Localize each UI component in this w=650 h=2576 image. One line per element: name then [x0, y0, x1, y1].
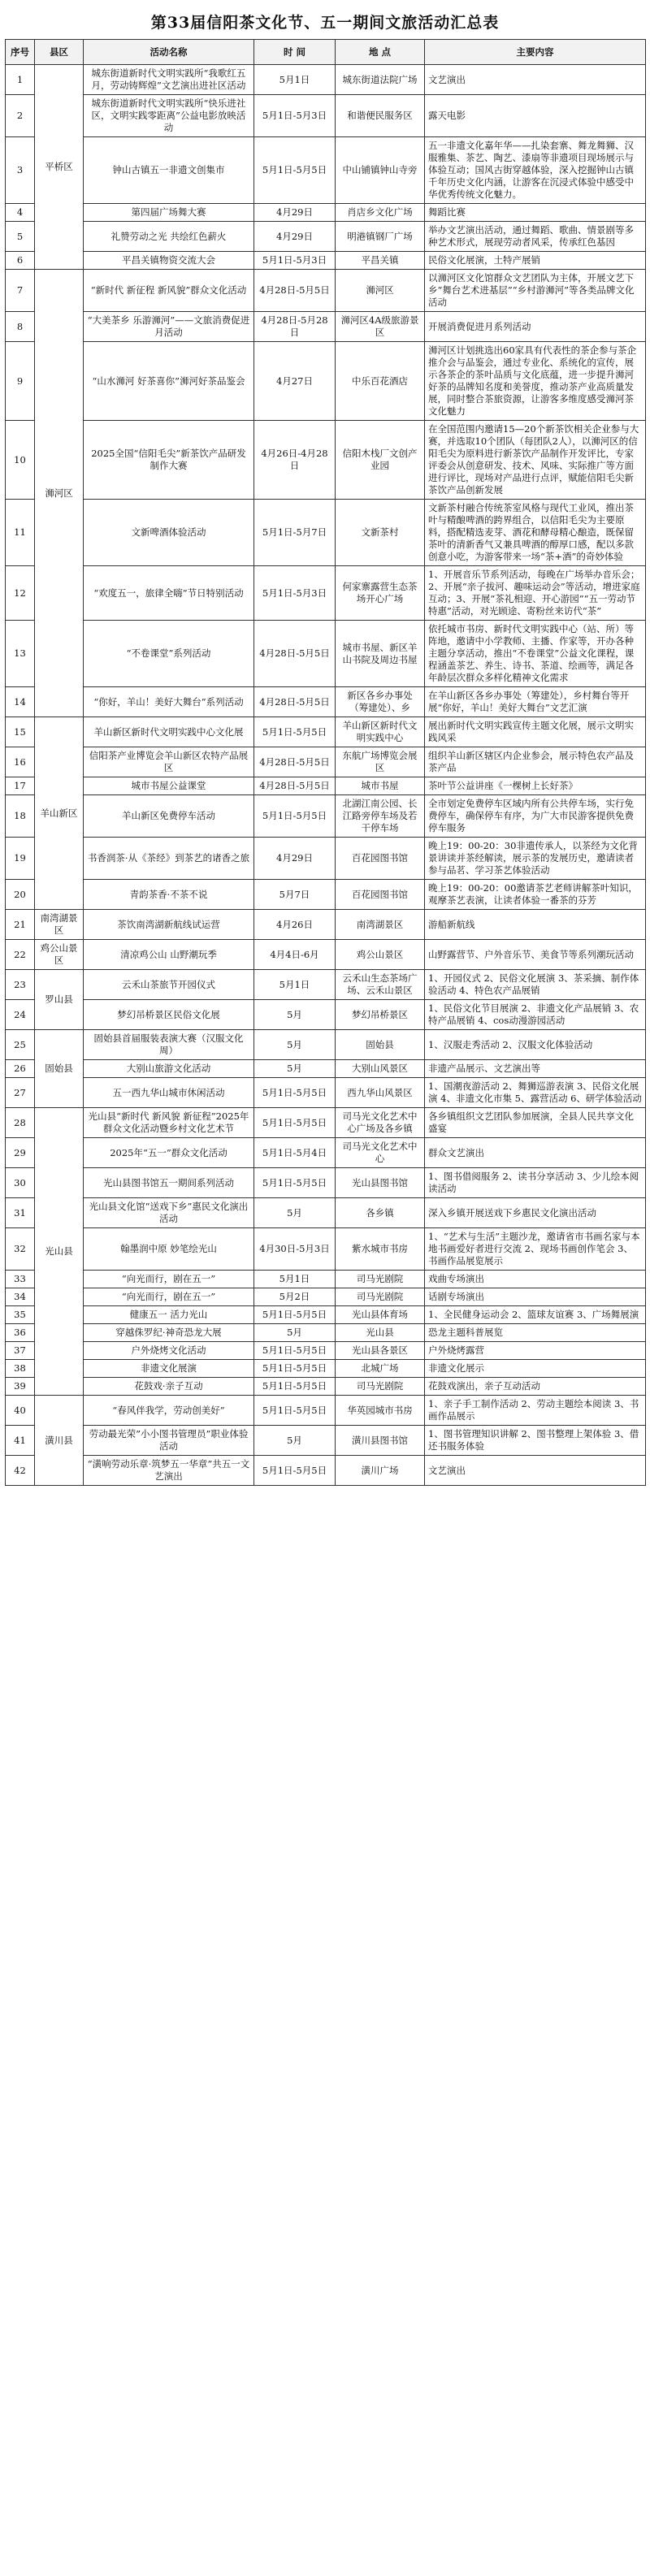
activity-content: 茶叶节公益讲座《一棵树上长好茶》 [425, 777, 646, 795]
activity-name: 穿越侏罗纪·神奇恐龙大展 [84, 1324, 254, 1342]
activity-time: 5月1日-5月4日 [254, 1138, 336, 1168]
activity-time: 4月28日-5月5日 [254, 777, 336, 795]
table-row [6, 1360, 646, 1378]
county-cell: 罗山县 [35, 970, 84, 1030]
activity-place: 何家寨露营生态茶场开心广场 [336, 566, 425, 621]
activity-time: 4月29日 [254, 838, 336, 880]
row-number: 19 [6, 838, 35, 880]
activity-place: 司马光剧院 [336, 1288, 425, 1306]
table-header-row [6, 40, 646, 65]
activity-place: 鸡公山景区 [336, 940, 425, 970]
table-row [6, 880, 646, 910]
activity-content: 恐龙主题科普展览 [425, 1324, 646, 1342]
activity-place: 潢川县图书馆 [336, 1426, 425, 1456]
activity-content: 1、开展音乐节系列活动，每晚在广场举办音乐会；2、开展“亲子拔河、趣味运动会”等活动，增进家庭互动；3、开展“茶礼相迎、开心游园”“五一劳动节特惠”活动，对光顾途、寄粉丝来访代“茶” [425, 566, 646, 621]
activity-content: 游船新航线 [425, 910, 646, 940]
activity-content: 深入乡镇开展送戏下乡惠民文化演出活动 [425, 1198, 646, 1228]
activity-content: 1、汉服走秀活动 2、汉服文化体验活动 [425, 1030, 646, 1060]
activity-name: 平昌关镇物资交流大会 [84, 252, 254, 270]
activity-time: 5月 [254, 1000, 336, 1030]
table-row [6, 1342, 646, 1360]
activity-time: 5月1日-5月5日 [254, 1456, 336, 1486]
table-row [6, 795, 646, 838]
activity-content: 在羊山新区各乡办事处（筹建处），乡村舞台等开展“你好，羊山！美好大舞台”文艺汇演 [425, 687, 646, 717]
row-number: 3 [6, 137, 35, 204]
activity-place: 司马光文化艺术中心广场及各乡镇 [336, 1108, 425, 1138]
activity-time: 4月28日-5月5日 [254, 747, 336, 777]
activity-name: 2025全国“信阳毛尖”新茶饮产品研发制作大赛 [84, 421, 254, 500]
activity-content: 1、图书管理知识讲解 2、图书整理上架体验 3、借还书服务体验 [425, 1426, 646, 1456]
activity-content: 山野露营节、户外音乐节、美食节等系列潮玩活动 [425, 940, 646, 970]
activity-content: 全市划定免费停车区域内所有公共停车场，实行免费停车，确保停车有序，为广大市民游客提供免费停车服务 [425, 795, 646, 838]
activity-content: 1、“艺术与生活”主题沙龙，邀请省市书画名家与本地书画爱好者进行交流 2、现场书画创作笔会 3、书画作品展览展示 [425, 1228, 646, 1271]
activity-name: 2025年“五一”群众文化活动 [84, 1138, 254, 1168]
row-number: 6 [6, 252, 35, 270]
row-number: 15 [6, 717, 35, 747]
activity-time: 4月26日 [254, 910, 336, 940]
table-row [6, 1108, 646, 1138]
activity-time: 4月28日-5月5日 [254, 270, 336, 312]
activity-place: 司马光剧院 [336, 1271, 425, 1288]
activity-time: 4月4日-6月 [254, 940, 336, 970]
county-cell: 潢川县 [35, 1396, 84, 1486]
activity-name: 茶饮南湾湖新航线试运营 [84, 910, 254, 940]
activity-time: 5月2日 [254, 1288, 336, 1306]
activity-name: 清凉鸡公山 山野潮玩季 [84, 940, 254, 970]
activity-content: 文艺演出 [425, 1456, 646, 1486]
county-cell: 浉河区 [35, 270, 84, 717]
activity-content: 组织羊山新区辖区内企业参会，展示特色农产品及茶产品 [425, 747, 646, 777]
activity-content: 展出新时代文明实践宣传主题文化展，展示文明实践风采 [425, 717, 646, 747]
table-row [6, 910, 646, 940]
county-cell: 羊山新区 [35, 717, 84, 910]
table-row [6, 137, 646, 204]
activity-name: 大别山旅游文化活动 [84, 1060, 254, 1078]
activity-name: 云禾山茶旅节开园仪式 [84, 970, 254, 1000]
table-row [6, 1396, 646, 1426]
activity-place: 东航广场博览会展区 [336, 747, 425, 777]
table-row [6, 970, 646, 1000]
activity-place: 梦幻吊桥景区 [336, 1000, 425, 1030]
activity-time: 5月1日-5月5日 [254, 1078, 336, 1108]
row-number: 24 [6, 1000, 35, 1030]
table-row [6, 1000, 646, 1030]
activity-content: 晚上19：00-20：30非遗传承人，以茶经为文化背景讲读并茶经解读，展示茶的发展历史，邀请读者参与品茗、学习茶艺体验活动 [425, 838, 646, 880]
activity-name: 城东街道新时代文明实践所“我歌红五月，劳动铸辉煌”文艺演出进社区活动 [84, 65, 254, 95]
activity-name: “欢度五一，旅律全嗨”节日特别活动 [84, 566, 254, 621]
activity-name: “向光而行，剧在五一” [84, 1288, 254, 1306]
activity-name: 礼赞劳动之光 共绘红色薪火 [84, 222, 254, 252]
county-cell: 光山县 [35, 1108, 84, 1396]
row-number: 20 [6, 880, 35, 910]
activity-name: “新时代 新征程 新风貌”群众文化活动 [84, 270, 254, 312]
activity-content: 开展消费促进月系列活动 [425, 312, 646, 342]
table-body [6, 65, 646, 1486]
row-number: 4 [6, 204, 35, 222]
activity-content: 1、图书借阅服务 2、读书分享活动 3、少儿绘本阅读活动 [425, 1168, 646, 1198]
table-row [6, 65, 646, 95]
table-row [6, 1271, 646, 1288]
activity-place: 光山县 [336, 1324, 425, 1342]
activity-name: 青韵茶香·不茶不说 [84, 880, 254, 910]
activity-place: 浉河区4A级旅游景区 [336, 312, 425, 342]
activity-time: 5月 [254, 1060, 336, 1078]
activity-name: “向光而行，剧在五一” [84, 1271, 254, 1288]
table-row [6, 1030, 646, 1060]
row-number: 23 [6, 970, 35, 1000]
activity-content: 1、国潮夜游活动 2、舞狮巡游表演 3、民俗文化展演 4、非遗文化市集 5、露营活动 6、研学体验活动 [425, 1078, 646, 1108]
table-row [6, 777, 646, 795]
table-row [6, 747, 646, 777]
activity-content: 非遗文化展示 [425, 1360, 646, 1378]
activity-name: “潢响劳动乐章·筑梦五一华章”共五一文艺演出 [84, 1456, 254, 1486]
table-row [6, 838, 646, 880]
table-row [6, 1228, 646, 1271]
row-number: 31 [6, 1198, 35, 1228]
activity-content: 1、亲子手工制作活动 2、劳动主题绘本阅读 3、书画作品展示 [425, 1396, 646, 1426]
activity-name: 信阳茶产业博览会羊山新区农特产品展区 [84, 747, 254, 777]
row-number: 27 [6, 1078, 35, 1108]
row-number: 33 [6, 1271, 35, 1288]
activity-time: 5月 [254, 1426, 336, 1456]
table-row [6, 1456, 646, 1486]
activity-content: 文新茶村融合传统茶室风格与现代工业风，推出茶叶与精酿啤酒的跨界组合，以信阳毛尖为主要原料，搭配精选麦芽、酒花和酵母精心酿造，既保留茶叶的清新香气又兼具啤酒的醇厚口感，配以多款创意小吃，为游客带来一场“茶+酒”的奇妙体验 [425, 500, 646, 566]
activity-name: 书香润茶·从《茶经》到茶艺的诸香之旅 [84, 838, 254, 880]
activity-time: 5月1日 [254, 1271, 336, 1288]
activity-name: “你好，羊山！美好大舞台”系列活动 [84, 687, 254, 717]
row-number: 14 [6, 687, 35, 717]
header-no: 序号 [6, 40, 35, 65]
row-number: 40 [6, 1396, 35, 1426]
activity-time: 4月28日-5月28日 [254, 312, 336, 342]
activity-place: 和谐便民服务区 [336, 95, 425, 137]
activity-name: 五一西九华山城市休闲活动 [84, 1078, 254, 1108]
table-row [6, 566, 646, 621]
table-row [6, 421, 646, 500]
activity-place: 固始县 [336, 1030, 425, 1060]
activity-time: 5月1日-5月5日 [254, 1168, 336, 1198]
row-number: 16 [6, 747, 35, 777]
table-row [6, 222, 646, 252]
table-row [6, 1138, 646, 1168]
row-number: 26 [6, 1060, 35, 1078]
activity-place: 云禾山生态茶场广场、云禾山景区 [336, 970, 425, 1000]
header-time: 时 间 [254, 40, 336, 65]
activity-content: 话剧专场演出 [425, 1288, 646, 1306]
activity-time: 4月26日-4月28日 [254, 421, 336, 500]
activity-name: 羊山新区新时代文明实践中心文化展 [84, 717, 254, 747]
county-cell: 南湾湖景区 [35, 910, 84, 940]
table-row [6, 252, 646, 270]
table-row [6, 621, 646, 687]
activity-place: 明港镇钢厂广场 [336, 222, 425, 252]
activity-place: 光山县各景区 [336, 1342, 425, 1360]
activity-name: 健康五一 活力光山 [84, 1306, 254, 1324]
row-number: 42 [6, 1456, 35, 1486]
activity-time: 4月29日 [254, 222, 336, 252]
activity-time: 5月1日-5月5日 [254, 1396, 336, 1426]
activity-content: 露天电影 [425, 95, 646, 137]
activity-place: 北湖江南公园、长江路旁停车场及若干停车场 [336, 795, 425, 838]
activity-time: 5月1日-5月5日 [254, 1306, 336, 1324]
activity-time: 5月1日-5月5日 [254, 795, 336, 838]
activity-name: 固始县首届服装表演大赛（汉服文化周） [84, 1030, 254, 1060]
activity-name: 城东街道新时代文明实践所“快乐进社区，文明实践零距离”公益电影放映活动 [84, 95, 254, 137]
row-number: 13 [6, 621, 35, 687]
activity-time: 4月27日 [254, 342, 336, 421]
activity-content: 户外烧烤露营 [425, 1342, 646, 1360]
activity-name: 户外烧烤文化活动 [84, 1342, 254, 1360]
activity-name: 光山县图书馆五一期间系列活动 [84, 1168, 254, 1198]
row-number: 8 [6, 312, 35, 342]
activity-name: 羊山新区免费停车活动 [84, 795, 254, 838]
row-number: 22 [6, 940, 35, 970]
row-number: 39 [6, 1378, 35, 1396]
row-number: 38 [6, 1360, 35, 1378]
table-row [6, 342, 646, 421]
activity-time: 5月1日-5月5日 [254, 1360, 336, 1378]
table-row [6, 1060, 646, 1078]
activity-name: “春风伴我学，劳动创美好” [84, 1396, 254, 1426]
table-row [6, 1078, 646, 1108]
activity-place: 北城广场 [336, 1360, 425, 1378]
activity-name: 文新啤酒体验活动 [84, 500, 254, 566]
row-number: 36 [6, 1324, 35, 1342]
table-row [6, 1288, 646, 1306]
activity-content: 举办文艺演出活动，通过舞蹈、歌曲、情景剧等多种艺术形式，展现劳动者风采，传承红色基因 [425, 222, 646, 252]
county-cell: 鸡公山景区 [35, 940, 84, 970]
activity-name: 光山县“新时代 新风貌 新征程”2025年群众文化活动暨乡村文化艺术节 [84, 1108, 254, 1138]
activity-name: “山水浉河 好茶喜你”浉河好茶品鉴会 [84, 342, 254, 421]
row-number: 17 [6, 777, 35, 795]
activity-time: 5月1日 [254, 65, 336, 95]
activity-name: 城市书屋公益课堂 [84, 777, 254, 795]
row-number: 10 [6, 421, 35, 500]
activity-time: 5月 [254, 1198, 336, 1228]
activity-time: 5月1日-5月5日 [254, 137, 336, 204]
activity-name: “大美茶乡 乐游浉河”——文旅消费促进月活动 [84, 312, 254, 342]
row-number: 32 [6, 1228, 35, 1271]
activity-content: 1、民俗文化节目展演 2、非遗文化产品展销 3、农特产品展销 4、cos动漫游园活动 [425, 1000, 646, 1030]
activity-name: 第四届广场舞大赛 [84, 204, 254, 222]
activity-time: 4月28日-5月5日 [254, 621, 336, 687]
activity-name: 非遗文化展演 [84, 1360, 254, 1378]
activity-place: 新区各乡办事处（筹建处）、乡 [336, 687, 425, 717]
activity-place: 潢川广场 [336, 1456, 425, 1486]
activity-place: 中乐百花酒店 [336, 342, 425, 421]
table-row [6, 1426, 646, 1456]
activity-name: 钟山古镇五一非遗文创集市 [84, 137, 254, 204]
table-row [6, 95, 646, 137]
activity-content: 民俗文化展演，土特产展销 [425, 252, 646, 270]
table-row [6, 940, 646, 970]
row-number: 2 [6, 95, 35, 137]
activity-place: 百花园图书馆 [336, 838, 425, 880]
activity-place: 南湾湖景区 [336, 910, 425, 940]
county-cell: 固始县 [35, 1030, 84, 1108]
header-county: 县区 [35, 40, 84, 65]
activity-content: 舞蹈比赛 [425, 204, 646, 222]
activity-place: 紫水城市书房 [336, 1228, 425, 1271]
activity-time: 5月1日-5月5日 [254, 717, 336, 747]
activity-time: 5月7日 [254, 880, 336, 910]
activity-time: 5月1日 [254, 970, 336, 1000]
activity-time: 5月 [254, 1324, 336, 1342]
activity-time: 5月1日-5月5日 [254, 1108, 336, 1138]
row-number: 41 [6, 1426, 35, 1456]
table-row [6, 500, 646, 566]
row-number: 12 [6, 566, 35, 621]
header-content: 主要内容 [425, 40, 646, 65]
activity-content: 群众文艺演出 [425, 1138, 646, 1168]
activity-content: 各乡镇组织文艺团队参加展演，全县人民共享文化盛宴 [425, 1108, 646, 1138]
activity-place: 各乡镇 [336, 1198, 425, 1228]
header-activity: 活动名称 [84, 40, 254, 65]
activity-time: 4月30日-5月3日 [254, 1228, 336, 1271]
activity-table [5, 39, 646, 1486]
row-number: 37 [6, 1342, 35, 1360]
activity-content: 非遗产品展示、文艺演出等 [425, 1060, 646, 1078]
table-row [6, 717, 646, 747]
activity-content: 五一非遗文化嘉年华——扎染套寨、舞龙舞狮、汉服雅集、茶艺、陶艺、漆扇等非遗项目现场展示与体验互动；国风古街穿越体验，深入挖掘钟山古镇千年历史文化内涵，让游客在沉浸式体验中感受中华优秀传统文化魅力。 [425, 137, 646, 204]
activity-place: 信阳木栈厂文创产业园 [336, 421, 425, 500]
activity-content: 戏曲专场演出 [425, 1271, 646, 1288]
activity-time: 5月1日-5月5日 [254, 1342, 336, 1360]
activity-place: 城市书屋 [336, 777, 425, 795]
table-row [6, 204, 646, 222]
activity-place: 城市书屋、新区羊山书院及周边书屋 [336, 621, 425, 687]
table-row [6, 1378, 646, 1396]
activity-place: 中山铺镇钟山寺旁 [336, 137, 425, 204]
table-row [6, 1324, 646, 1342]
activity-content: 1、全民健身运动会 2、篮球友谊赛 3、广场舞展演 [425, 1306, 646, 1324]
activity-time: 5月 [254, 1030, 336, 1060]
activity-place: 光山县体育场 [336, 1306, 425, 1324]
activity-time: 5月1日-5月3日 [254, 566, 336, 621]
table-row [6, 1306, 646, 1324]
table-row [6, 270, 646, 312]
activity-place: 光山县图书馆 [336, 1168, 425, 1198]
activity-place: 平昌关镇 [336, 252, 425, 270]
table-row [6, 687, 646, 717]
activity-place: 文新茶村 [336, 500, 425, 566]
row-number: 28 [6, 1108, 35, 1138]
activity-place: 大别山风景区 [336, 1060, 425, 1078]
activity-place: 城东街道法院广场 [336, 65, 425, 95]
activity-place: 肖店乡文化广场 [336, 204, 425, 222]
activity-place: 百花园图书馆 [336, 880, 425, 910]
activity-place: 西九华山风景区 [336, 1078, 425, 1108]
activity-time: 5月1日-5月3日 [254, 95, 336, 137]
activity-content: 以浉河区文化馆群众文艺团队为主体，开展文艺下乡“舞台艺术进基层”“乡村游浉河”等各类品牌文化活动 [425, 270, 646, 312]
row-number: 18 [6, 795, 35, 838]
activity-time: 4月29日 [254, 204, 336, 222]
activity-name: 光山县文化馆“送戏下乡”惠民文化演出活动 [84, 1198, 254, 1228]
activity-content: 花鼓戏演出，亲子互动活动 [425, 1378, 646, 1396]
activity-content: 浉河区计划挑选出60家具有代表性的茶企参与茶企推介会与品鉴会，通过专业化、系统化的宣传，展示各茶企的茶叶品质与文化底蕴，进一步提升浉河好茶的品牌知名度和美誉度，推动茶产业高质量发展，同时整合茶旅资源，让游客多维度感受浉河茶文化魅力 [425, 342, 646, 421]
activity-name: 花鼓戏·亲子互动 [84, 1378, 254, 1396]
activity-place: 羊山新区新时代文明实践中心 [336, 717, 425, 747]
activity-name: 翰墨润中原 妙笔绘光山 [84, 1228, 254, 1271]
row-number: 35 [6, 1306, 35, 1324]
row-number: 29 [6, 1138, 35, 1168]
activity-time: 5月1日-5月7日 [254, 500, 336, 566]
row-number: 1 [6, 65, 35, 95]
row-number: 21 [6, 910, 35, 940]
activity-content: 文艺演出 [425, 65, 646, 95]
page-title: 第33届信阳茶文化节、五一期间文旅活动汇总表 [150, 14, 500, 32]
activity-place: 浉河区 [336, 270, 425, 312]
header-place: 地 点 [336, 40, 425, 65]
activity-content: 晚上19：00-20：00邀请茶艺老师讲解茶叶知识，观摩茶艺表演，让读者体验一番茶的芬芳 [425, 880, 646, 910]
table-row [6, 1198, 646, 1228]
row-number: 25 [6, 1030, 35, 1060]
table-row [6, 1168, 646, 1198]
row-number: 9 [6, 342, 35, 421]
activity-content: 在全国范围内邀请15—20个新茶饮相关企业参与大赛，并选取10个团队（每团队2人），以浉河区的信阳毛尖为原料进行新茶饮产品制作开发评比，专家评委会从创意研发、技术、风味、实际推广等方面进行评比，现场对产品进行点评，赋能信阳毛尖新茶饮产品创新发展 [425, 421, 646, 500]
activity-time: 5月1日-5月5日 [254, 1378, 336, 1396]
row-number: 11 [6, 500, 35, 566]
activity-content: 依托城市书房、新时代文明实践中心（站、所）等阵地，邀请中小学教师、主播、作家等，开办各种主题分享活动，推出“不卷课堂”公益文化课程，课程涵盖茶艺、养生、诗书、茶道、绘画等，满足各年龄层次群众多样化精神文化需求 [425, 621, 646, 687]
activity-time: 5月1日-5月3日 [254, 252, 336, 270]
row-number: 30 [6, 1168, 35, 1198]
activity-place: 司马光文化艺术中心 [336, 1138, 425, 1168]
table-row [6, 312, 646, 342]
activity-content: 1、开园仪式 2、民俗文化展演 3、茶采摘、制作体验活动 4、特色农产品展销 [425, 970, 646, 1000]
activity-place: 司马光剧院 [336, 1378, 425, 1396]
activity-name: 梦幻吊桥景区民俗文化展 [84, 1000, 254, 1030]
county-cell: 平桥区 [35, 65, 84, 270]
row-number: 5 [6, 222, 35, 252]
activity-name: 劳动最光荣”小小图书管理员”职业体验活动 [84, 1426, 254, 1456]
row-number: 7 [6, 270, 35, 312]
activity-place: 华英园城市书房 [336, 1396, 425, 1426]
activity-time: 4月28日-5月5日 [254, 687, 336, 717]
row-number: 34 [6, 1288, 35, 1306]
activity-name: “不卷课堂”系列活动 [84, 621, 254, 687]
